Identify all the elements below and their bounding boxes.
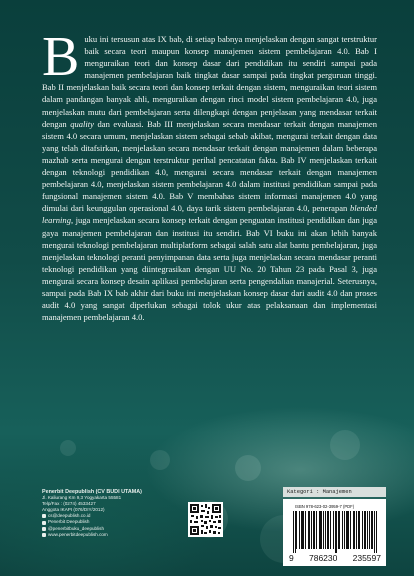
isbn-number: ISBN 978-623-02-3959-7 (PDF) (295, 504, 355, 509)
synopsis-segment: , juga menjelaskan secara konsep terkait dengan penguatan institusi pendidikan dan juga gaya manajemen pembelajaran dan institusi itu sendiri. Bab VI buku ini akan lebih banyak mengurai teknologi pembelajaran multiplatform sebagai salah satu alat bantu pembelajaran, juga menjelaskan teknologi peranti penyimpanan data serta juga menjelaskan secara mendasar peranti teknologi pendidikan yang diintegrasikan dengan UU No. 20 Tahun 23 pada Pasal 3, juga mengurai secara konsep desain aplikasi pembelajaran serta pengendalian manajerial. Seterusnya, sampai pada Bab IX bab akhir dari buku ini menjelaskan konsep dasar dari audit 4.0 dan proses audit 4.0 yang sangat diperlukan sebagai tolok ukur atas pelaksanaan dan implementasi manajemen pembelajaran 4.0. (42, 215, 377, 323)
barcode-bar (328, 511, 329, 549)
isbn-barcode (283, 499, 386, 566)
barcode-bar (302, 511, 303, 549)
barcode-digit-group: 786230 (308, 553, 338, 563)
instagram-icon (42, 527, 46, 531)
barcode-bar (369, 511, 370, 549)
barcode-bar (309, 511, 310, 549)
barcode-bar (323, 511, 324, 549)
barcode-bars (293, 511, 377, 553)
email-icon (42, 514, 46, 518)
barcode-bar (313, 511, 314, 549)
barcode-bar (358, 511, 359, 549)
barcode-bar (316, 511, 317, 549)
barcode-bar (374, 511, 375, 553)
drop-cap: B (42, 26, 80, 88)
barcode-digits (289, 554, 381, 563)
instagram-text: @penerbitbuku_deepublish (48, 525, 105, 531)
publisher-phone: Telp/Fax : (0274) 4533427 (42, 501, 96, 507)
barcode-bar (348, 511, 349, 549)
synopsis-segment: dan evaluasi. Bab III menjelaskan secara mendasar terkait dengan manajemen sistem 4.0 secara umum, menjelaskan sistem sebagai sebab akibat, mengurai terkait dengan data yang telah ditafsirkan, menjelaskan secara mendasar terkait dengan manajemen dalam beberapa mazhab serta mengurai dengan terstruktur perihal pencatatan fakta. Bab IV menjelaskan terkait dengan teknologi pendidikan 4.0, mengurai secara mendasar terkait dengan manajemen pembelajaran 4.0, menjelaskan sistem pembelajaran 4.0 dalam institusi pendidikan sampai pada fungsional manajemen sistem 4.0. Bab V membahas sistem informasi manajemen 4.0 yang dimulai dari keunggulan operasional 4.0, daya tarik sistem pembelajaran 4.0, penerapan (42, 118, 377, 214)
barcode-digit-group: 9 (289, 553, 294, 563)
barcode-bar (301, 511, 302, 549)
bokeh-light (235, 455, 261, 481)
barcode-bar (336, 511, 337, 553)
barcode-bar (353, 511, 354, 549)
barcode-bar (299, 511, 300, 549)
category-label: Kategori : Manajemen (283, 487, 386, 497)
barcode-bar (303, 511, 304, 549)
email-text: cs@deepublish.co.id (48, 513, 91, 519)
facebook-icon (42, 521, 46, 525)
barcode-bar (354, 511, 355, 549)
barcode-digit-group: 235597 (352, 553, 381, 563)
facebook-text: Penerbit Deepublish (48, 519, 90, 525)
bokeh-light (150, 450, 170, 470)
barcode-bar (372, 511, 373, 549)
barcode-bar (338, 511, 339, 549)
barcode-bar (362, 511, 363, 549)
barcode-bar (342, 511, 343, 549)
barcode-bar (339, 511, 340, 549)
barcode-bar (371, 511, 372, 549)
barcode-bar (305, 511, 306, 549)
publisher-info (42, 489, 192, 538)
bokeh-light (330, 430, 360, 460)
barcode-bar (296, 511, 297, 549)
barcode-bar (365, 511, 366, 549)
publisher-membership: Anggota IKAPI (076/DIY/2012) (42, 507, 105, 513)
barcode-bar (327, 511, 328, 549)
barcode-bar (346, 511, 347, 549)
barcode-bar (320, 511, 321, 549)
barcode-bar (295, 511, 296, 553)
barcode-bar (311, 511, 312, 549)
publisher-address: Jl. Kaliurang Km 9,3 Yogyakarta 55581 (42, 495, 122, 501)
barcode-bar (356, 511, 357, 549)
publisher-name: Penerbit Deepublish (CV BUDI UTAMA) (42, 489, 142, 495)
globe-icon (42, 533, 46, 537)
barcode-bar (330, 511, 331, 549)
barcode-bar (350, 511, 351, 549)
barcode-bar (359, 511, 360, 549)
bokeh-light (60, 440, 76, 456)
barcode-bar (314, 511, 315, 549)
synopsis-segment: uku ini tersusun atas IX bab, di setiap babnya menjelaskan dengan sangat terstruktur baik secara teori maupun konsep manajemen sistem pembelajaran 4.0. Bab I menguraikan teori dan konsep dasar dari pendidikan itu sendiri sampai pada manajemen pembelajaran baik tingkat dasar sampai pada tingkat perguruan tinggi. Bab II menjelaskan baik secara teori dan konsep terkait dengan sistem, menguraikan teori sistem dalam pandangan banyak ahli, menguraikan dengan rinci model sistem pembelajaran 4.0, juga menjelaskan mutu dari pembelajaran serta dilengkapi dengan penjelasan yang mendasar terkait dengan (42, 34, 377, 129)
barcode-bar (321, 511, 322, 549)
barcode-bar (308, 511, 309, 549)
barcode-bar (344, 511, 345, 549)
barcode-bar (333, 511, 334, 549)
website-text: www.penerbitdeepublish.com (48, 531, 108, 537)
barcode-bar (293, 511, 294, 553)
barcode-bar (325, 511, 326, 549)
synopsis-italic-term: quality (70, 118, 94, 129)
qr-code (188, 502, 223, 537)
barcode-bar (367, 511, 368, 549)
synopsis-italic-term: blended learning (42, 203, 377, 226)
barcode-bar (319, 511, 320, 549)
barcode-bar (335, 511, 336, 553)
barcode-bar (364, 511, 365, 549)
barcode-bar (376, 511, 377, 553)
synopsis-text (42, 26, 377, 323)
barcode-bar (347, 511, 348, 549)
website-contact (42, 532, 192, 538)
